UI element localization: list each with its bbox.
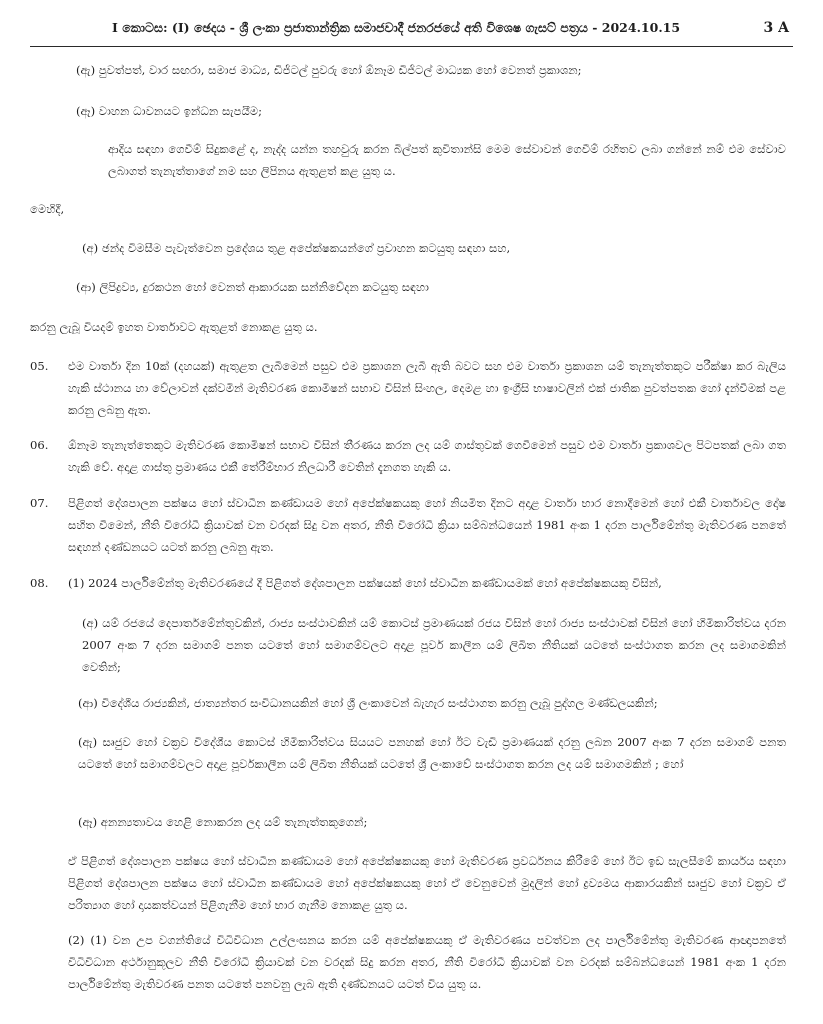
page-header <box>0 20 823 42</box>
section-06-text: ඕනෑම තැනැත්තෙකුට මැතිවරණ කොමිෂන් සභාව විසින් තීරණය කරන ලද යම් ගාස්තුවක් ගෙවීමෙන් පසුව එම වාර්තා ප්‍රකාශවල පිටපතක් ලබා ගත හැකි වේ. අදාළ ගාස්තු ප්‍රමාණය එකී තේරීම්භාර නිලධාරී වෙතින් දැනගත හැකි ය. <box>68 438 786 474</box>
section-08-2-penalty-paragraph: (2) (1) වන උප වගන්තියේ විධිවිධාන උල්ලංඝනය කරන යම් අපේක්ෂකයකු ඒ මැතිවරණය පවත්වන ලද පාර්ලිමේන්තු මැතිවරණ ආඥාපනතේ විධිවිධාන අර්ථානුකූලව නීති විරෝධී ක්‍රියාවක් වන වරදක් සිදු කරන අතර, නීති විරෝධී ක්‍රියාවක් වන වරදක් සම්බන්ධයෙන් 1981 අංක 1 දරන පාර්ලිමේන්තු මැතිවරණ පනත යටතේ පනවනු ලැබ ඇති දණ්ඩනයට යටත් විය යුතු ය. <box>68 933 786 991</box>
section-08-item-aa: (ආ) විදේශීය රාජ්‍යකින්, ජාත්‍යන්තර සංවිධානයකින් හෝ ශ්‍රී ලංකාවෙන් බැහැර සංස්ථාගත කරනු ලැබූ පුද්ගල මණ්ඩලයකින්; <box>78 696 658 710</box>
header-rule <box>30 46 793 47</box>
section-08-item-a: (අ) යම් රජයේ දෙපාර්තමේන්තුවකින්, රාජ්‍ය සංස්ථාවකින් යම් කොටස් ප්‍රමාණයක් රජය විසින් හෝ රාජ්‍ය සංස්ථාවක් විසින් හෝ හිමිකාරිත්වය දරන 2007 අංක 7 දරන සමාගම් පනත යටතේ හෝ සමාගම්වලට අදාළ පූර්ව කාලීන යම් ලිඛිත නීතියක් යටතේ සංස්ථාගත කරන ලද සමාගමකින් වෙතින්; <box>82 616 786 674</box>
meheedi-label: මෙහිදී, <box>30 202 65 216</box>
section-08-1-intro: (1) 2024 පාර්ලිමේන්තු මැතිවරණයේ දී පිළිගත් දේශපාලන පක්ෂයක් හෝ ස්වාධීන කණ්ඩායමක් හෝ අපේක්ෂකයකු විසින්, <box>68 576 662 590</box>
section-07-number: 07. <box>30 496 49 510</box>
item-a-transport: (අ) ඡන්ද විමසීම පැවැත්වෙන ප්‍රදේශය තුළ අපේක්ෂකයන්ගේ ප්‍රවාහන කටයුතු සඳහා සහ, <box>82 241 511 255</box>
section-08-item-aae: (ඈ) අනන්‍යතාවය හෙළි නොකරන ලද යම් තැනැත්තකුගෙන්; <box>78 815 368 829</box>
section-08-prohibition-paragraph: ඒ පිළිගත් දේශපාලන පක්ෂය හෝ ස්වාධීන කණ්ඩායම හෝ අපේක්ෂකයකු හෝ මැතිවරණ ප්‍රවර්ධනය කිරීමේ හෝ ඊට ඉඩ සැලසීමේ කාර්යය සඳහා පිළිගත් දේශපාලන පක්ෂය හෝ ස්වාධීන කණ්ඩායම හෝ අපේක්ෂකයකු හෝ ඒ වෙනුවෙන් මුදලින් හෝ ද්‍රව්‍යමය ආකාරයකින් සෘජුව හෝ වක්‍රව ඒ පරිත්‍යාග හෝ දායකත්වයන් පිළිගැනීම හෝ භාර ගැනීම නොකළ යුතු ය. <box>68 854 786 912</box>
section-06-number: 06. <box>30 438 49 452</box>
payment-receipts-paragraph: ආදිය සඳහා ගෙවීම් සිදුකළේ ද, නැද්ද යන්න තහවුරු කරන බිල්පත් කුවිතාන්සි මෙම සේවාවන් ගෙවීම් රහිතව ලබා ගන්නේ නම් එම සේවාව ලබාගත් තැනැත්තාගේ නම සහ ලිපිනය ඇතුළත් කළ යුතු ය. <box>108 142 786 178</box>
item-ae: (ඇ) පුවත්පත්, වාර සඟරා, සමාජ මාධ්‍ය, ඩිජිටල් පුවරු හෝ ඕනෑම ඩිජිටල් මාධ්‍යක හෝ වෙනත් ප්‍රකාශන; <box>76 63 582 77</box>
section-05-number: 05. <box>30 359 49 373</box>
section-08-item-ae: (ඇ) සෘජුව හෝ වක්‍රව විදේශීය කොටස් හිමිකාරිත්වය සියයට පනහක් හෝ ඊට වැඩි ප්‍රමාණයක් දරනු ලබන 2007 අංක 7 දරන සමාගම් පනත යටතේ හෝ සමාගම්වලට අදාළ පූර්වකාලීන යම් ලිඛිත නීතියක් යටතේ ශ්‍රී ලංකාවේ සංස්ථාගත කරන ලද යම් සමාගමකින් ; හෝ <box>78 735 786 771</box>
page-number: 3 A <box>763 20 789 36</box>
excluded-expenses-note: කරනු ලැබූ වියදම් ඉහත වාර්තාවට ඇතුළත් නොකළ යුතු ය. <box>30 320 318 334</box>
section-08-number: 08. <box>30 576 49 590</box>
item-aae: (ඈ) වාහන ධාවනයට ඉන්ධන සැපයීම; <box>76 104 263 118</box>
section-05-text: එම වාර්තා දින 10ක් (දහයක්) ඇතුළත ලැබීමෙන් පසුව එම ප්‍රකාශන ලැබී ඇති බවට සහ එම වාර්තා ප්‍රකාශන යම් තැනැත්තකුට පරීක්ෂා කර බැලිය හැකි ස්ථානය හා වේලාවන් දක්වමින් මැතිවරණ කොමිෂන් සභාව විසින් සිංහල, දෙමළ හා ඉංග්‍රීසි භාෂාවලින් එක් ජාතික පුවත්පතක හෝ දැන්වීමක් පළ කරනු ලබනු ඇත. <box>68 359 786 417</box>
header-title: I කොටස: (I) ඡෙදය - ශ්‍රී ලංකා ප්‍රජාතාන්ත්‍රික සමාජවාදී ජනරජයේ අති විශෙෂ ගැසට් පත්‍රය - 2024.10.15 <box>112 20 681 35</box>
section-07-text: පිළිගත් දේශපාලන පක්ෂය හෝ ස්වාධීන කණ්ඩායම හෝ අපේක්ෂකයකු හෝ නියමිත දිනට අදාළ වාර්තා භාර නොදීමෙන් හෝ එකී වාර්තාවල දෝෂ සහිත වීමෙන්, නීති විරෝධී ක්‍රියාවක් වන වරදක් සිදු වන අතර, නීති විරෝධී ක්‍රියා සම්බන්ධයෙන් 1981 අංක 1 දරන පාර්ලිමේන්තු මැතිවරණ පනතේ සඳහන් දණ්ඩනයට යටත් කරනු ලබනු ඇත. <box>68 496 786 554</box>
item-aa-stationery: (ආ) ලිපිද්‍රව්‍ය, දුරකථන හෝ වෙනත් ආකාරයක සන්නිවේදන කටයුතු සඳහා <box>76 280 429 294</box>
